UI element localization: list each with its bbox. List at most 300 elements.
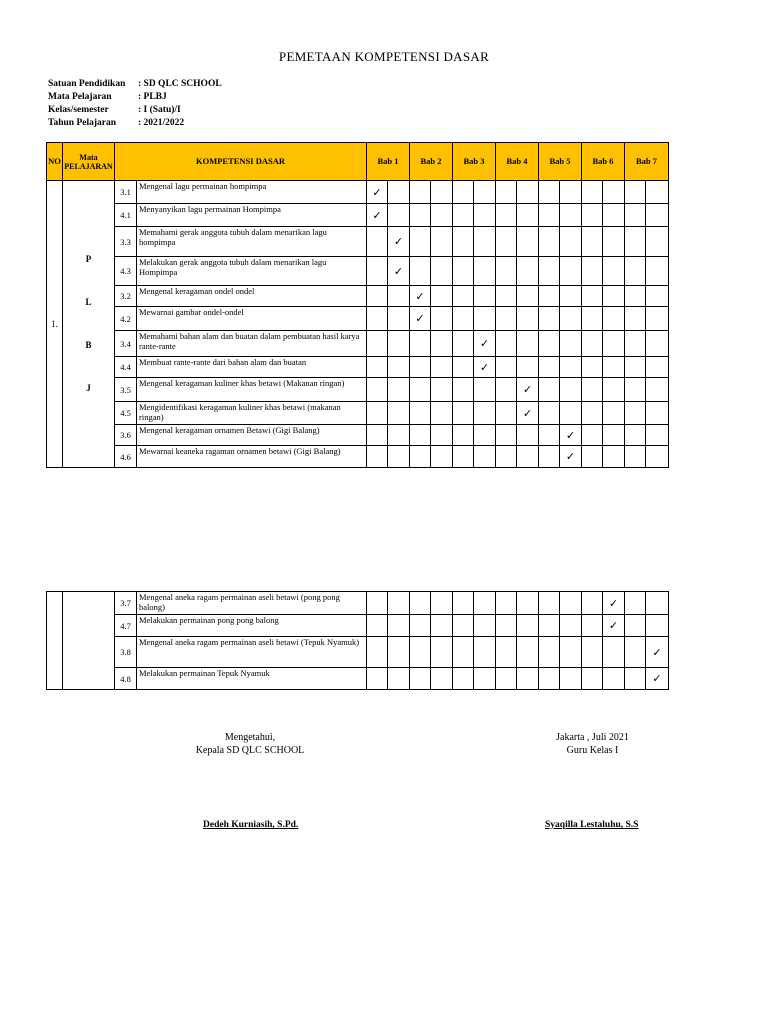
empty-cell	[367, 286, 388, 307]
signature-left-name: Dedeh Kurniasih, S.Pd.	[203, 820, 299, 830]
empty-cell	[603, 286, 625, 307]
empty-cell	[560, 307, 582, 331]
empty-cell	[646, 204, 669, 227]
empty-cell	[410, 227, 431, 257]
empty-cell	[603, 331, 625, 357]
empty-cell	[625, 402, 646, 425]
empty-cell	[539, 402, 560, 425]
empty-cell	[539, 425, 560, 446]
meta-row	[48, 117, 222, 130]
empty-cell	[603, 181, 625, 204]
empty-cell	[431, 668, 453, 690]
subject-letter: L	[85, 297, 92, 307]
empty-cell	[560, 592, 582, 615]
table-row	[47, 307, 669, 331]
kd-text: Mengenal keragaman kuliner khas betawi (Makanan ringan)	[137, 378, 367, 402]
meta-row	[48, 78, 222, 91]
meta-label: Tahun Pelajaran	[48, 118, 117, 128]
empty-cell	[410, 425, 431, 446]
empty-cell	[496, 637, 517, 668]
subject-letter: J	[86, 383, 91, 393]
check-mark: ✓	[388, 257, 410, 286]
header-kompetensi-dasar: KOMPETENSI DASAR	[115, 143, 367, 181]
check-mark: ✓	[367, 181, 388, 204]
empty-cell	[539, 357, 560, 378]
empty-cell	[496, 181, 517, 204]
empty-cell	[603, 402, 625, 425]
document-meta	[48, 78, 222, 130]
empty-cell	[560, 286, 582, 307]
header-bab-5: Bab 5	[539, 143, 582, 181]
empty-cell	[560, 204, 582, 227]
empty-cell	[625, 637, 646, 668]
empty-cell	[560, 331, 582, 357]
empty-cell	[625, 446, 646, 468]
empty-cell	[388, 615, 410, 637]
empty-cell	[496, 615, 517, 637]
empty-cell	[539, 227, 560, 257]
empty-cell	[388, 592, 410, 615]
empty-cell	[431, 227, 453, 257]
empty-cell	[453, 227, 474, 257]
empty-cell	[410, 331, 431, 357]
empty-cell	[625, 425, 646, 446]
kd-code: 4.2	[115, 307, 137, 331]
empty-cell	[517, 668, 539, 690]
empty-cell	[367, 425, 388, 446]
empty-cell	[560, 668, 582, 690]
kd-code: 4.3	[115, 257, 137, 286]
empty-cell	[410, 357, 431, 378]
empty-cell	[474, 257, 496, 286]
empty-cell	[625, 378, 646, 402]
empty-cell	[388, 331, 410, 357]
empty-cell	[582, 181, 603, 204]
empty-cell	[474, 227, 496, 257]
empty-cell	[625, 257, 646, 286]
empty-cell	[474, 402, 496, 425]
empty-cell	[388, 307, 410, 331]
empty-cell	[453, 402, 474, 425]
subject-cell	[63, 181, 115, 468]
empty-cell	[539, 592, 560, 615]
header-bab-2: Bab 2	[410, 143, 453, 181]
kd-code: 3.3	[115, 227, 137, 257]
empty-cell	[582, 446, 603, 468]
header-bab-6: Bab 6	[582, 143, 625, 181]
empty-cell	[517, 204, 539, 227]
empty-cell	[496, 402, 517, 425]
empty-cell	[367, 227, 388, 257]
header-no: NO	[47, 143, 63, 181]
empty-cell	[367, 378, 388, 402]
empty-cell	[603, 357, 625, 378]
empty-cell	[388, 668, 410, 690]
empty-cell	[410, 446, 431, 468]
table-row	[47, 425, 669, 446]
table-header-row	[47, 143, 669, 181]
empty-cell	[625, 668, 646, 690]
kd-code: 3.8	[115, 637, 137, 668]
empty-cell	[603, 637, 625, 668]
empty-cell	[496, 378, 517, 402]
check-mark: ✓	[603, 615, 625, 637]
empty-cell	[539, 286, 560, 307]
kd-text: Melakukan permainan pong pong balong	[137, 615, 367, 637]
empty-cell	[496, 668, 517, 690]
empty-cell	[388, 425, 410, 446]
empty-cell	[582, 378, 603, 402]
empty-cell	[646, 307, 669, 331]
empty-cell	[582, 227, 603, 257]
kd-code: 3.7	[115, 592, 137, 615]
empty-cell	[367, 668, 388, 690]
empty-cell	[367, 637, 388, 668]
empty-cell	[453, 446, 474, 468]
empty-cell	[474, 286, 496, 307]
empty-cell	[517, 637, 539, 668]
kd-text: Melakukan gerak anggota tubuh dalam menarikan lagu Hompimpa	[137, 257, 367, 286]
empty-cell	[560, 378, 582, 402]
table-row	[47, 615, 669, 637]
kd-code: 3.4	[115, 331, 137, 357]
empty-cell	[603, 425, 625, 446]
empty-cell	[496, 592, 517, 615]
kd-text: Mengidentifikasi keragaman kuliner khas betawi (makanan ringan)	[137, 402, 367, 425]
check-mark: ✓	[560, 446, 582, 468]
empty-cell	[496, 307, 517, 331]
empty-cell	[646, 378, 669, 402]
empty-cell	[410, 204, 431, 227]
table-row	[47, 592, 669, 615]
meta-label: Satuan Pendidikan	[48, 79, 126, 89]
empty-cell	[410, 181, 431, 204]
empty-cell	[625, 615, 646, 637]
empty-cell	[410, 615, 431, 637]
kd-code: 4.4	[115, 357, 137, 378]
meta-value: : 2021/2022	[138, 118, 185, 128]
header-mapel	[63, 143, 115, 181]
empty-cell	[625, 307, 646, 331]
empty-cell	[560, 615, 582, 637]
empty-cell	[560, 257, 582, 286]
kd-code: 4.7	[115, 615, 137, 637]
empty-cell	[410, 637, 431, 668]
empty-cell	[388, 637, 410, 668]
table-row	[47, 637, 669, 668]
empty-cell	[517, 425, 539, 446]
page-title: PEMETAAN KOMPETENSI DASAR	[278, 49, 490, 64]
empty-cell	[603, 227, 625, 257]
empty-cell	[539, 257, 560, 286]
check-mark: ✓	[410, 286, 431, 307]
empty-cell	[453, 357, 474, 378]
signature-left-line1: Mengetahui,	[224, 732, 276, 743]
signature-right-block	[530, 731, 655, 757]
empty-cell	[431, 378, 453, 402]
empty-cell	[539, 204, 560, 227]
empty-cell	[474, 615, 496, 637]
empty-cell	[453, 378, 474, 402]
table-row	[47, 668, 669, 690]
empty-cell	[410, 257, 431, 286]
kd-code: 3.6	[115, 425, 137, 446]
empty-cell	[431, 331, 453, 357]
check-mark: ✓	[410, 307, 431, 331]
empty-cell	[453, 592, 474, 615]
kd-text: Mewarnai keaneka ragaman ornamen betawi (Gigi Balang)	[137, 446, 367, 468]
empty-cell	[453, 204, 474, 227]
empty-cell	[625, 227, 646, 257]
empty-cell	[517, 446, 539, 468]
competency-table	[46, 142, 669, 468]
empty-cell	[431, 257, 453, 286]
table-row	[47, 181, 669, 204]
empty-cell	[410, 402, 431, 425]
subject-letter: B	[85, 340, 92, 350]
empty-cell	[560, 637, 582, 668]
header-mapel-label: Mata PELAJARAN	[64, 152, 113, 171]
empty-cell	[431, 425, 453, 446]
kd-text: Mengenal aneka ragam permainan aseli betawi (pong pong balong)	[137, 592, 367, 615]
table-row	[47, 204, 669, 227]
table-row	[47, 257, 669, 286]
header-bab-7: Bab 7	[625, 143, 669, 181]
kd-text: Mewarnai gambar ondel-ondel	[137, 307, 367, 331]
empty-cell	[646, 446, 669, 468]
empty-cell	[582, 204, 603, 227]
empty-cell	[646, 257, 669, 286]
empty-cell	[453, 668, 474, 690]
empty-cell	[410, 592, 431, 615]
meta-value: : SD QLC SCHOOL	[138, 79, 222, 89]
check-mark: ✓	[367, 204, 388, 227]
empty-cell	[496, 227, 517, 257]
meta-row	[48, 104, 222, 117]
empty-cell	[431, 307, 453, 331]
empty-cell	[388, 204, 410, 227]
signature-left-block	[170, 731, 330, 757]
empty-cell	[388, 357, 410, 378]
empty-cell	[625, 181, 646, 204]
meta-value: : I (Satu)/I	[138, 105, 181, 115]
empty-cell	[431, 357, 453, 378]
empty-cell	[560, 181, 582, 204]
empty-cell	[367, 592, 388, 615]
empty-cell	[474, 204, 496, 227]
empty-cell	[388, 181, 410, 204]
empty-cell	[474, 181, 496, 204]
empty-cell	[367, 257, 388, 286]
empty-cell	[560, 357, 582, 378]
empty-cell	[517, 615, 539, 637]
kd-text: Memahami gerak anggota tubuh dalam menarikan lagu hompimpa	[137, 227, 367, 257]
empty-cell	[517, 181, 539, 204]
empty-cell	[474, 378, 496, 402]
kd-text: Mengenal keragaman ondel ondel	[137, 286, 367, 307]
meta-row	[48, 91, 222, 104]
empty-cell	[474, 668, 496, 690]
meta-label: Mata Pelajaran	[48, 92, 112, 102]
empty-cell	[474, 637, 496, 668]
empty-cell	[603, 668, 625, 690]
empty-cell	[582, 357, 603, 378]
empty-cell	[582, 286, 603, 307]
empty-cell	[388, 446, 410, 468]
empty-cell	[496, 286, 517, 307]
empty-cell	[560, 227, 582, 257]
kd-text: Melakukan permainan Tepuk Nyamuk	[137, 668, 367, 690]
empty-cell	[474, 307, 496, 331]
empty-cell	[539, 637, 560, 668]
empty-cell	[646, 227, 669, 257]
empty-cell	[582, 637, 603, 668]
empty-cell	[603, 257, 625, 286]
empty-cell	[539, 446, 560, 468]
empty-cell	[603, 307, 625, 331]
kd-text: Memahami bahan alam dan buatan dalam pembuatan hasil karya rante-rante	[137, 331, 367, 357]
empty-cell	[474, 592, 496, 615]
check-mark: ✓	[474, 331, 496, 357]
empty-cell	[539, 668, 560, 690]
empty-cell	[431, 402, 453, 425]
empty-cell	[625, 331, 646, 357]
empty-cell	[453, 257, 474, 286]
empty-cell	[625, 286, 646, 307]
signature-right-line1: Jakarta , Juli 2021	[556, 732, 629, 743]
check-mark: ✓	[517, 402, 539, 425]
kd-code: 3.1	[115, 181, 137, 204]
check-mark: ✓	[646, 668, 669, 690]
empty-cell	[646, 181, 669, 204]
header-bab-1: Bab 1	[367, 143, 410, 181]
empty-cell	[646, 331, 669, 357]
empty-cell	[431, 204, 453, 227]
empty-cell	[410, 378, 431, 402]
empty-cell	[582, 592, 603, 615]
empty-cell	[474, 425, 496, 446]
empty-cell	[646, 425, 669, 446]
table-row	[47, 227, 669, 257]
empty-cell	[582, 615, 603, 637]
empty-cell	[625, 592, 646, 615]
empty-cell	[582, 257, 603, 286]
empty-cell	[517, 592, 539, 615]
empty-cell	[410, 668, 431, 690]
empty-cell	[388, 286, 410, 307]
empty-cell	[539, 615, 560, 637]
empty-cell	[646, 402, 669, 425]
empty-cell	[603, 446, 625, 468]
empty-cell	[431, 181, 453, 204]
empty-cell	[496, 204, 517, 227]
empty-cell	[582, 425, 603, 446]
signature-right-name: Syaqilla Lestaluhu, S.S	[545, 820, 639, 830]
empty-cell	[625, 357, 646, 378]
check-mark: ✓	[388, 227, 410, 257]
kd-code: 4.1	[115, 204, 137, 227]
empty-cell	[517, 227, 539, 257]
empty-cell	[560, 402, 582, 425]
check-mark: ✓	[603, 592, 625, 615]
competency-table-continued	[46, 591, 669, 690]
meta-label: Kelas/semester	[48, 105, 109, 115]
empty-cell	[453, 615, 474, 637]
header-bab-4: Bab 4	[496, 143, 539, 181]
check-mark: ✓	[560, 425, 582, 446]
table-row	[47, 446, 669, 468]
signature-left-line2: Kepala SD QLC SCHOOL	[195, 745, 305, 756]
empty-cell	[496, 257, 517, 286]
empty-cell	[603, 378, 625, 402]
empty-cell	[582, 402, 603, 425]
table-row	[47, 331, 669, 357]
empty-cell	[539, 378, 560, 402]
empty-cell	[496, 446, 517, 468]
row-number	[47, 592, 63, 690]
kd-text: Membuat rante-rante dari bahan alam dan buatan	[137, 357, 367, 378]
kd-text: Mengenal keragaman ornamen Betawi (Gigi Balang)	[137, 425, 367, 446]
empty-cell	[539, 181, 560, 204]
empty-cell	[517, 357, 539, 378]
empty-cell	[453, 637, 474, 668]
empty-cell	[453, 286, 474, 307]
empty-cell	[582, 331, 603, 357]
empty-cell	[431, 286, 453, 307]
empty-cell	[453, 331, 474, 357]
subject-letter: P	[85, 254, 92, 264]
kd-code: 4.8	[115, 668, 137, 690]
table-row	[47, 402, 669, 425]
empty-cell	[582, 307, 603, 331]
kd-code: 4.6	[115, 446, 137, 468]
kd-text: Mengenal lagu permainan hompimpa	[137, 181, 367, 204]
subject-cell	[63, 592, 115, 690]
check-mark: ✓	[474, 357, 496, 378]
kd-code: 3.2	[115, 286, 137, 307]
empty-cell	[539, 307, 560, 331]
empty-cell	[388, 402, 410, 425]
empty-cell	[367, 446, 388, 468]
kd-text: Menyanyikan lagu permainan Hompimpa	[137, 204, 367, 227]
empty-cell	[646, 615, 669, 637]
empty-cell	[453, 425, 474, 446]
empty-cell	[517, 307, 539, 331]
empty-cell	[646, 357, 669, 378]
empty-cell	[582, 668, 603, 690]
empty-cell	[474, 446, 496, 468]
table-row	[47, 286, 669, 307]
empty-cell	[603, 204, 625, 227]
check-mark: ✓	[517, 378, 539, 402]
empty-cell	[496, 357, 517, 378]
meta-value: : PLBJ	[138, 92, 167, 102]
empty-cell	[539, 331, 560, 357]
empty-cell	[431, 446, 453, 468]
empty-cell	[517, 257, 539, 286]
empty-cell	[367, 307, 388, 331]
kd-text: Mengenal aneka ragam permainan aseli betawi (Tepuk Nyamuk)	[137, 637, 367, 668]
table-row	[47, 378, 669, 402]
empty-cell	[431, 592, 453, 615]
empty-cell	[496, 331, 517, 357]
signature-right-line2: Guru Kelas I	[566, 745, 619, 756]
empty-cell	[453, 307, 474, 331]
empty-cell	[646, 286, 669, 307]
empty-cell	[431, 637, 453, 668]
table-row	[47, 357, 669, 378]
empty-cell	[453, 181, 474, 204]
